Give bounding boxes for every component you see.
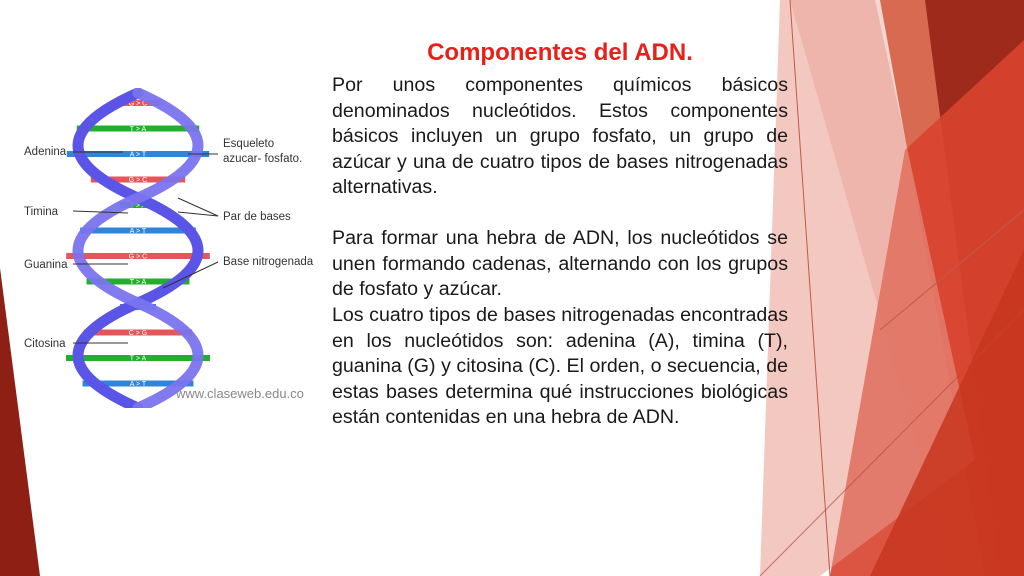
base-pair-label: T > A <box>129 279 147 286</box>
paragraph-3: Los cuatro tipos de bases nitrogenadas encontradas en los nucleótidos son: adenina (A), timina (T), guanina (G) y citosina (C). El orden, o secuencia, de estas bases determina qué instrucciones biológicas están contenidas en una hebra de ADN. <box>332 304 788 428</box>
base-pair-label: A > T <box>129 228 147 235</box>
watermark-text: www.claseweb.edu.co <box>176 386 304 401</box>
label-citosina: Citosina <box>24 338 66 350</box>
paragraph-1: Por unos componentes químicos básicos denominados nucleótidos. Estos componentes básicos incluyen un grupo fosfato, un grupo de azúcar y una de cuatro tipos de bases nitrogenadas alternativas. <box>332 74 788 198</box>
label-adenina: Adenina <box>24 146 67 158</box>
label-azucar-fosfato: azucar- fosfato. <box>223 153 303 165</box>
label-par-de-bases: Par de bases <box>223 211 291 223</box>
slide-title: Componentes del ADN. <box>427 39 693 66</box>
base-pair-label: G > C <box>128 253 148 261</box>
base-pair-label: T > A <box>129 202 147 210</box>
base-pair-label: A > T <box>129 151 147 159</box>
dna-helix-diagram <box>18 88 328 408</box>
label-timina: Timina <box>24 206 59 218</box>
base-pair-label: T > A <box>129 126 147 133</box>
base-pair-label: G > C <box>128 177 148 184</box>
base-pair-label: A > T <box>129 304 147 312</box>
label-base-nitrogenada: Base nitrogenada <box>223 256 314 268</box>
base-pair-label: G > C <box>128 100 148 108</box>
base-pair-label: A > T <box>129 381 147 388</box>
paragraph-2: Para formar una hebra de ADN, los nucleótidos se unen formando cadenas, alternando con los grupos de fosfato y azúcar. <box>332 227 788 300</box>
label-guanina: Guanina <box>24 259 68 271</box>
base-pair-label: C > G <box>128 330 148 337</box>
dna-figure <box>18 88 328 408</box>
label-esqueleto: Esqueleto <box>223 138 275 150</box>
pointer-par-bases-2 <box>178 212 218 216</box>
pointer-par-bases-1 <box>178 198 218 216</box>
base-pair-rungs <box>66 100 210 388</box>
base-pair-label: T > A <box>129 355 147 363</box>
